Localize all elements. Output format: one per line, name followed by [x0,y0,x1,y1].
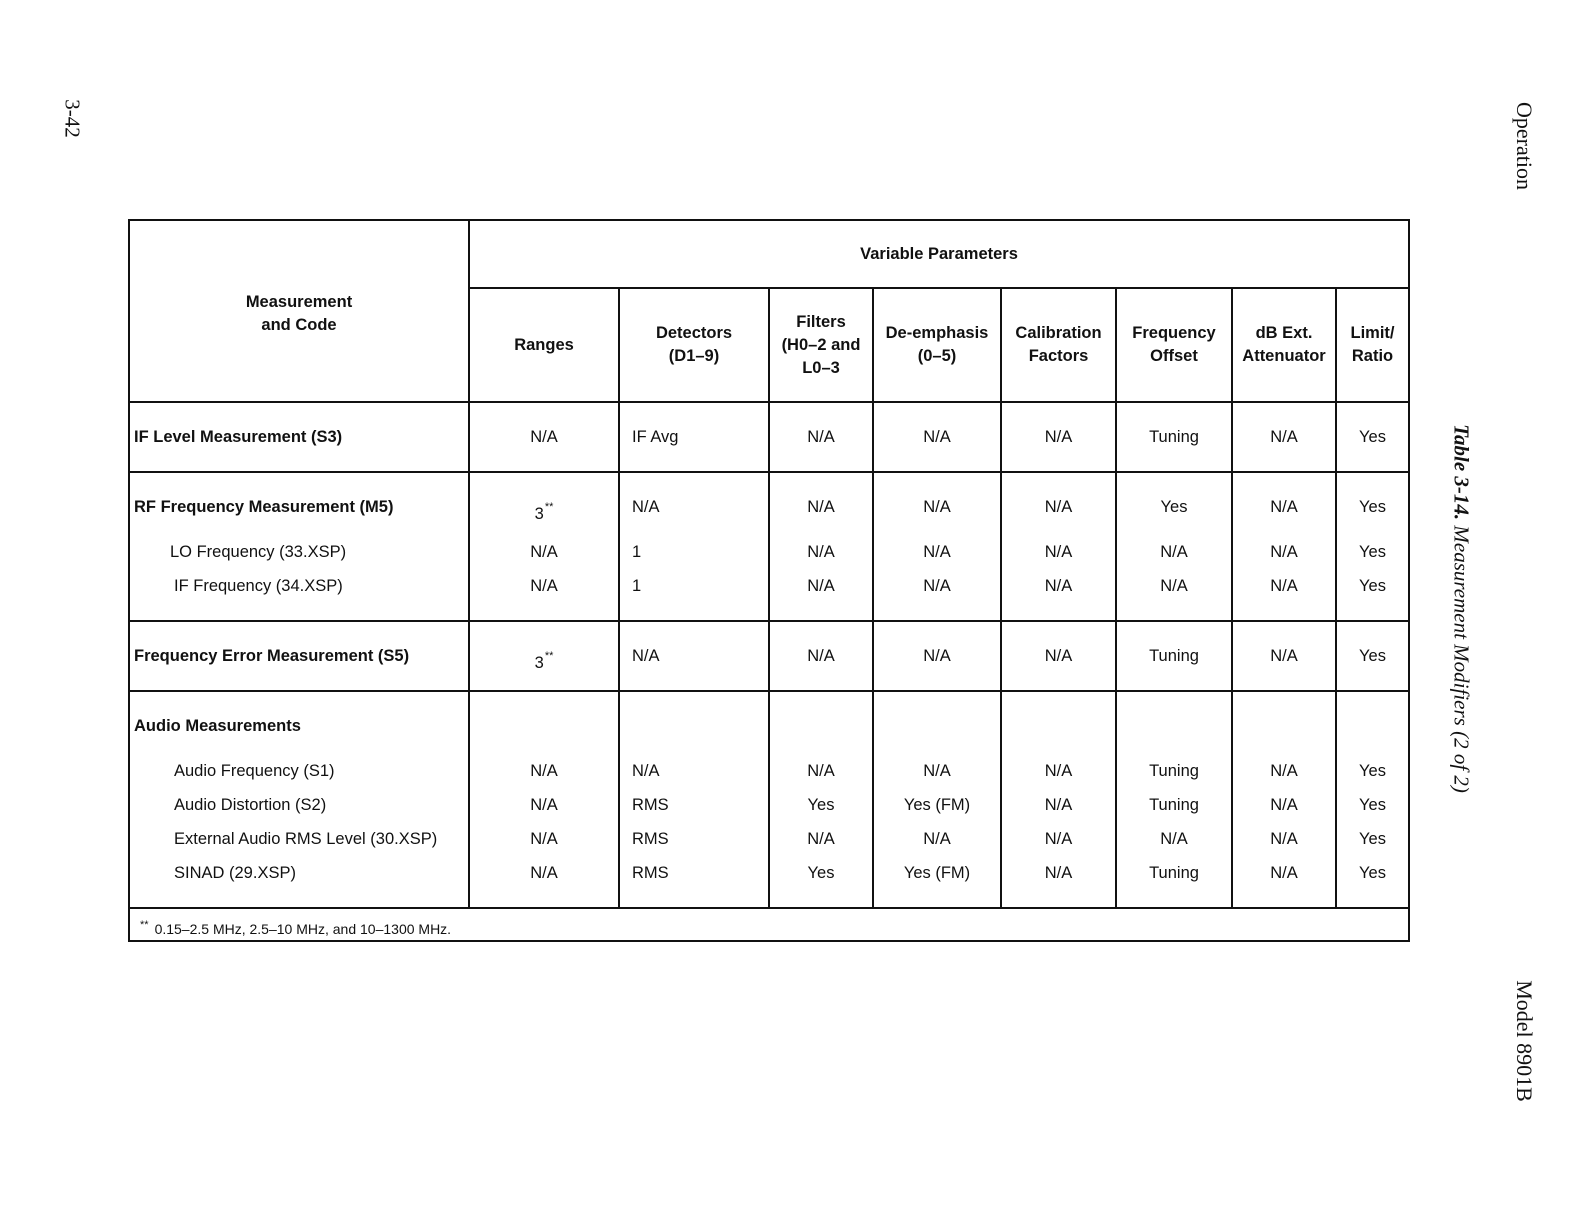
cell-limit [1336,621,1409,691]
table-footnote [129,908,1409,941]
header-ranges [469,288,619,402]
table-footnote-row [129,908,1409,941]
cell-value: N/A [530,796,558,814]
cell-value: 1 [632,577,642,595]
header-measurement-line: and Code [261,316,337,334]
measurement-name: IF Frequency (34.XSP) [174,577,343,595]
measurement-name: IF Level Measurement (S3) [134,428,343,446]
header-db-ext [1232,288,1336,402]
cell-value: N/A [1044,864,1073,882]
header-line: De-emphasis [885,324,989,342]
cell-detectors [619,691,769,908]
caption-title: Measurement Modifiers (2 of 2) [1449,525,1474,793]
cell-value: Yes (FM) [903,796,971,814]
cell-value: Yes [1359,543,1386,561]
cell-value: N/A [632,498,660,516]
table-row-if-level [129,402,1409,472]
cell-value: N/A [1160,830,1188,848]
header-line: Factors [1028,347,1089,365]
measurement-modifiers-table [128,219,1410,942]
header-line: Attenuator [1242,347,1326,365]
cell-db-ext [1232,621,1336,691]
row-name [129,402,469,472]
cell-value: RMS [632,864,669,882]
cell-value: N/A [1270,498,1298,516]
cell-value: N/A [807,543,835,561]
header-line: Calibration [1015,324,1102,342]
cell-value: N/A [1044,577,1073,595]
cell-deemphasis [873,402,1001,472]
cell-value: N/A [1160,577,1188,595]
cell-value: Tuning [1149,647,1199,665]
cell-value: N/A [807,830,835,848]
header-line: Detectors [655,324,733,342]
cell-value: N/A [1270,647,1298,665]
cell-value: N/A [1270,762,1298,780]
cell-deemphasis [873,691,1001,908]
cell-value: N/A [530,762,558,780]
cell-value: Yes [1359,762,1386,780]
row-name [129,691,469,908]
header-line: Ratio [1351,347,1394,365]
header-measurement [129,220,469,402]
cell-value: N/A [530,543,558,561]
header-line: dB Ext. [1255,324,1313,342]
cell-ranges [469,621,619,691]
cell-deemphasis [873,621,1001,691]
header-deemphasis [873,288,1001,402]
cell-value: Yes [1359,830,1386,848]
cell-limit [1336,402,1409,472]
row-name [129,621,469,691]
cell-value: N/A [807,577,835,595]
cell-value: Yes [807,864,835,882]
cell-value: N/A [1044,830,1073,848]
cell-value: N/A [923,762,951,780]
header-line: (D1–9) [668,347,720,365]
footnote-mark: ** [544,650,554,662]
cell-db-ext [1232,402,1336,472]
cell-value: Yes [1359,864,1386,882]
table-row-audio-measurements [129,691,1409,908]
cell-limit [1336,472,1409,621]
cell-ranges [469,472,619,621]
header-frequency-offset [1116,288,1232,402]
row-name [129,472,469,621]
cell-value: Yes [1359,577,1386,595]
cell-value: N/A [1270,577,1298,595]
cell-detectors [619,402,769,472]
cell-value: N/A [1270,864,1298,882]
measurement-name: External Audio RMS Level (30.XSP) [174,830,438,848]
cell-filters [769,621,873,691]
header-line: L0–3 [802,358,840,377]
cell-filters [769,472,873,621]
header-line: (H0–2 and [781,335,861,354]
cell-ranges [469,691,619,908]
cell-detectors [619,621,769,691]
measurement-name: LO Frequency (33.XSP) [170,543,347,561]
cell-value: N/A [1270,796,1298,814]
cell-value: RMS [632,796,669,814]
header-line: Ranges [514,335,574,354]
cell-value: N/A [923,498,951,516]
header-filters [769,288,873,402]
cell-value: Yes [1160,498,1188,516]
page-number: 3-42 [60,99,85,138]
footnote-mark: ** [544,501,554,513]
header-variable-parameters: Variable Parameters [469,220,1409,288]
cell-offset [1116,402,1232,472]
cell-calibration [1001,472,1116,621]
cell-calibration [1001,402,1116,472]
cell-value: N/A [632,762,660,780]
cell-value: N/A [1044,762,1073,780]
cell-value: N/A [1270,543,1298,561]
cell-value: Yes [1359,498,1386,516]
cell-value: N/A [807,647,835,665]
cell-filters [769,402,873,472]
cell-value: RMS [632,830,669,848]
measurement-name: Frequency Error Measurement (S5) [134,647,410,665]
range-value: 3 [534,654,544,672]
cell-value: Yes [1359,796,1386,814]
cell-value: N/A [530,428,558,446]
cell-value: IF Avg [632,428,679,446]
cell-value: N/A [923,428,951,446]
cell-calibration [1001,621,1116,691]
measurement-name: RF Frequency Measurement (M5) [134,498,394,516]
cell-value: N/A [923,543,951,561]
cell-value: N/A [1270,830,1298,848]
cell-value: N/A [530,577,558,595]
cell-offset [1116,472,1232,621]
header-line: (0–5) [917,347,957,365]
cell-value: N/A [807,428,835,446]
header-calibration [1001,288,1116,402]
header-line: Frequency [1132,324,1216,342]
cell-value: N/A [1270,428,1298,446]
cell-value: Yes [807,796,835,814]
header-limit [1336,288,1409,402]
cell-value: Tuning [1149,864,1199,882]
range-value: 3 [534,505,544,523]
cell-deemphasis [873,472,1001,621]
table-row-frequency-error [129,621,1409,691]
cell-value [474,490,614,524]
cell-value: N/A [530,830,558,848]
cell-value: N/A [632,647,660,665]
table-caption [1449,374,1474,844]
cell-value: Yes [1359,647,1386,665]
measurement-name: SINAD (29.XSP) [174,864,296,882]
section-title: Operation [1512,102,1537,190]
caption-label: Table 3-14. [1449,424,1474,521]
cell-value: Tuning [1149,762,1199,780]
cell-offset [1116,691,1232,908]
cell-value: Tuning [1149,796,1199,814]
footnote-text: 0.15–2.5 MHz, 2.5–10 MHz, and 10–1300 MHz. [154,921,452,937]
header-line: Limit/ [1350,324,1395,342]
cell-value: N/A [1160,543,1188,561]
cell-value: N/A [1044,647,1073,665]
cell-value: N/A [923,647,951,665]
cell-filters [769,691,873,908]
cell-value: N/A [1044,498,1073,516]
cell-value: N/A [923,577,951,595]
header-detectors [619,288,769,402]
model-name: Model 8901B [1512,980,1537,1102]
measurement-name: Audio Distortion (S2) [174,796,327,814]
header-line: Filters [796,312,846,331]
cell-ranges [469,402,619,472]
cell-value [474,639,614,673]
cell-value: Yes (FM) [903,864,971,882]
header-line: Offset [1150,347,1198,365]
cell-detectors [619,472,769,621]
footnote-mark: ** [140,919,149,931]
table-row-rf-frequency [129,472,1409,621]
cell-value: N/A [807,762,835,780]
measurement-name: Audio Frequency (S1) [174,762,335,780]
header-measurement-line: Measurement [245,293,353,311]
cell-value: N/A [923,830,951,848]
cell-value: 1 [632,543,642,561]
cell-offset [1116,621,1232,691]
cell-value: N/A [1044,543,1073,561]
cell-value: N/A [1044,796,1073,814]
cell-value: Tuning [1149,428,1199,446]
cell-limit [1336,691,1409,908]
cell-db-ext [1232,691,1336,908]
cell-value: N/A [530,864,558,882]
cell-value: N/A [807,498,835,516]
cell-db-ext [1232,472,1336,621]
cell-value: N/A [1044,428,1073,446]
cell-calibration [1001,691,1116,908]
cell-value: Yes [1359,428,1386,446]
group-title: Audio Measurements [134,717,301,735]
